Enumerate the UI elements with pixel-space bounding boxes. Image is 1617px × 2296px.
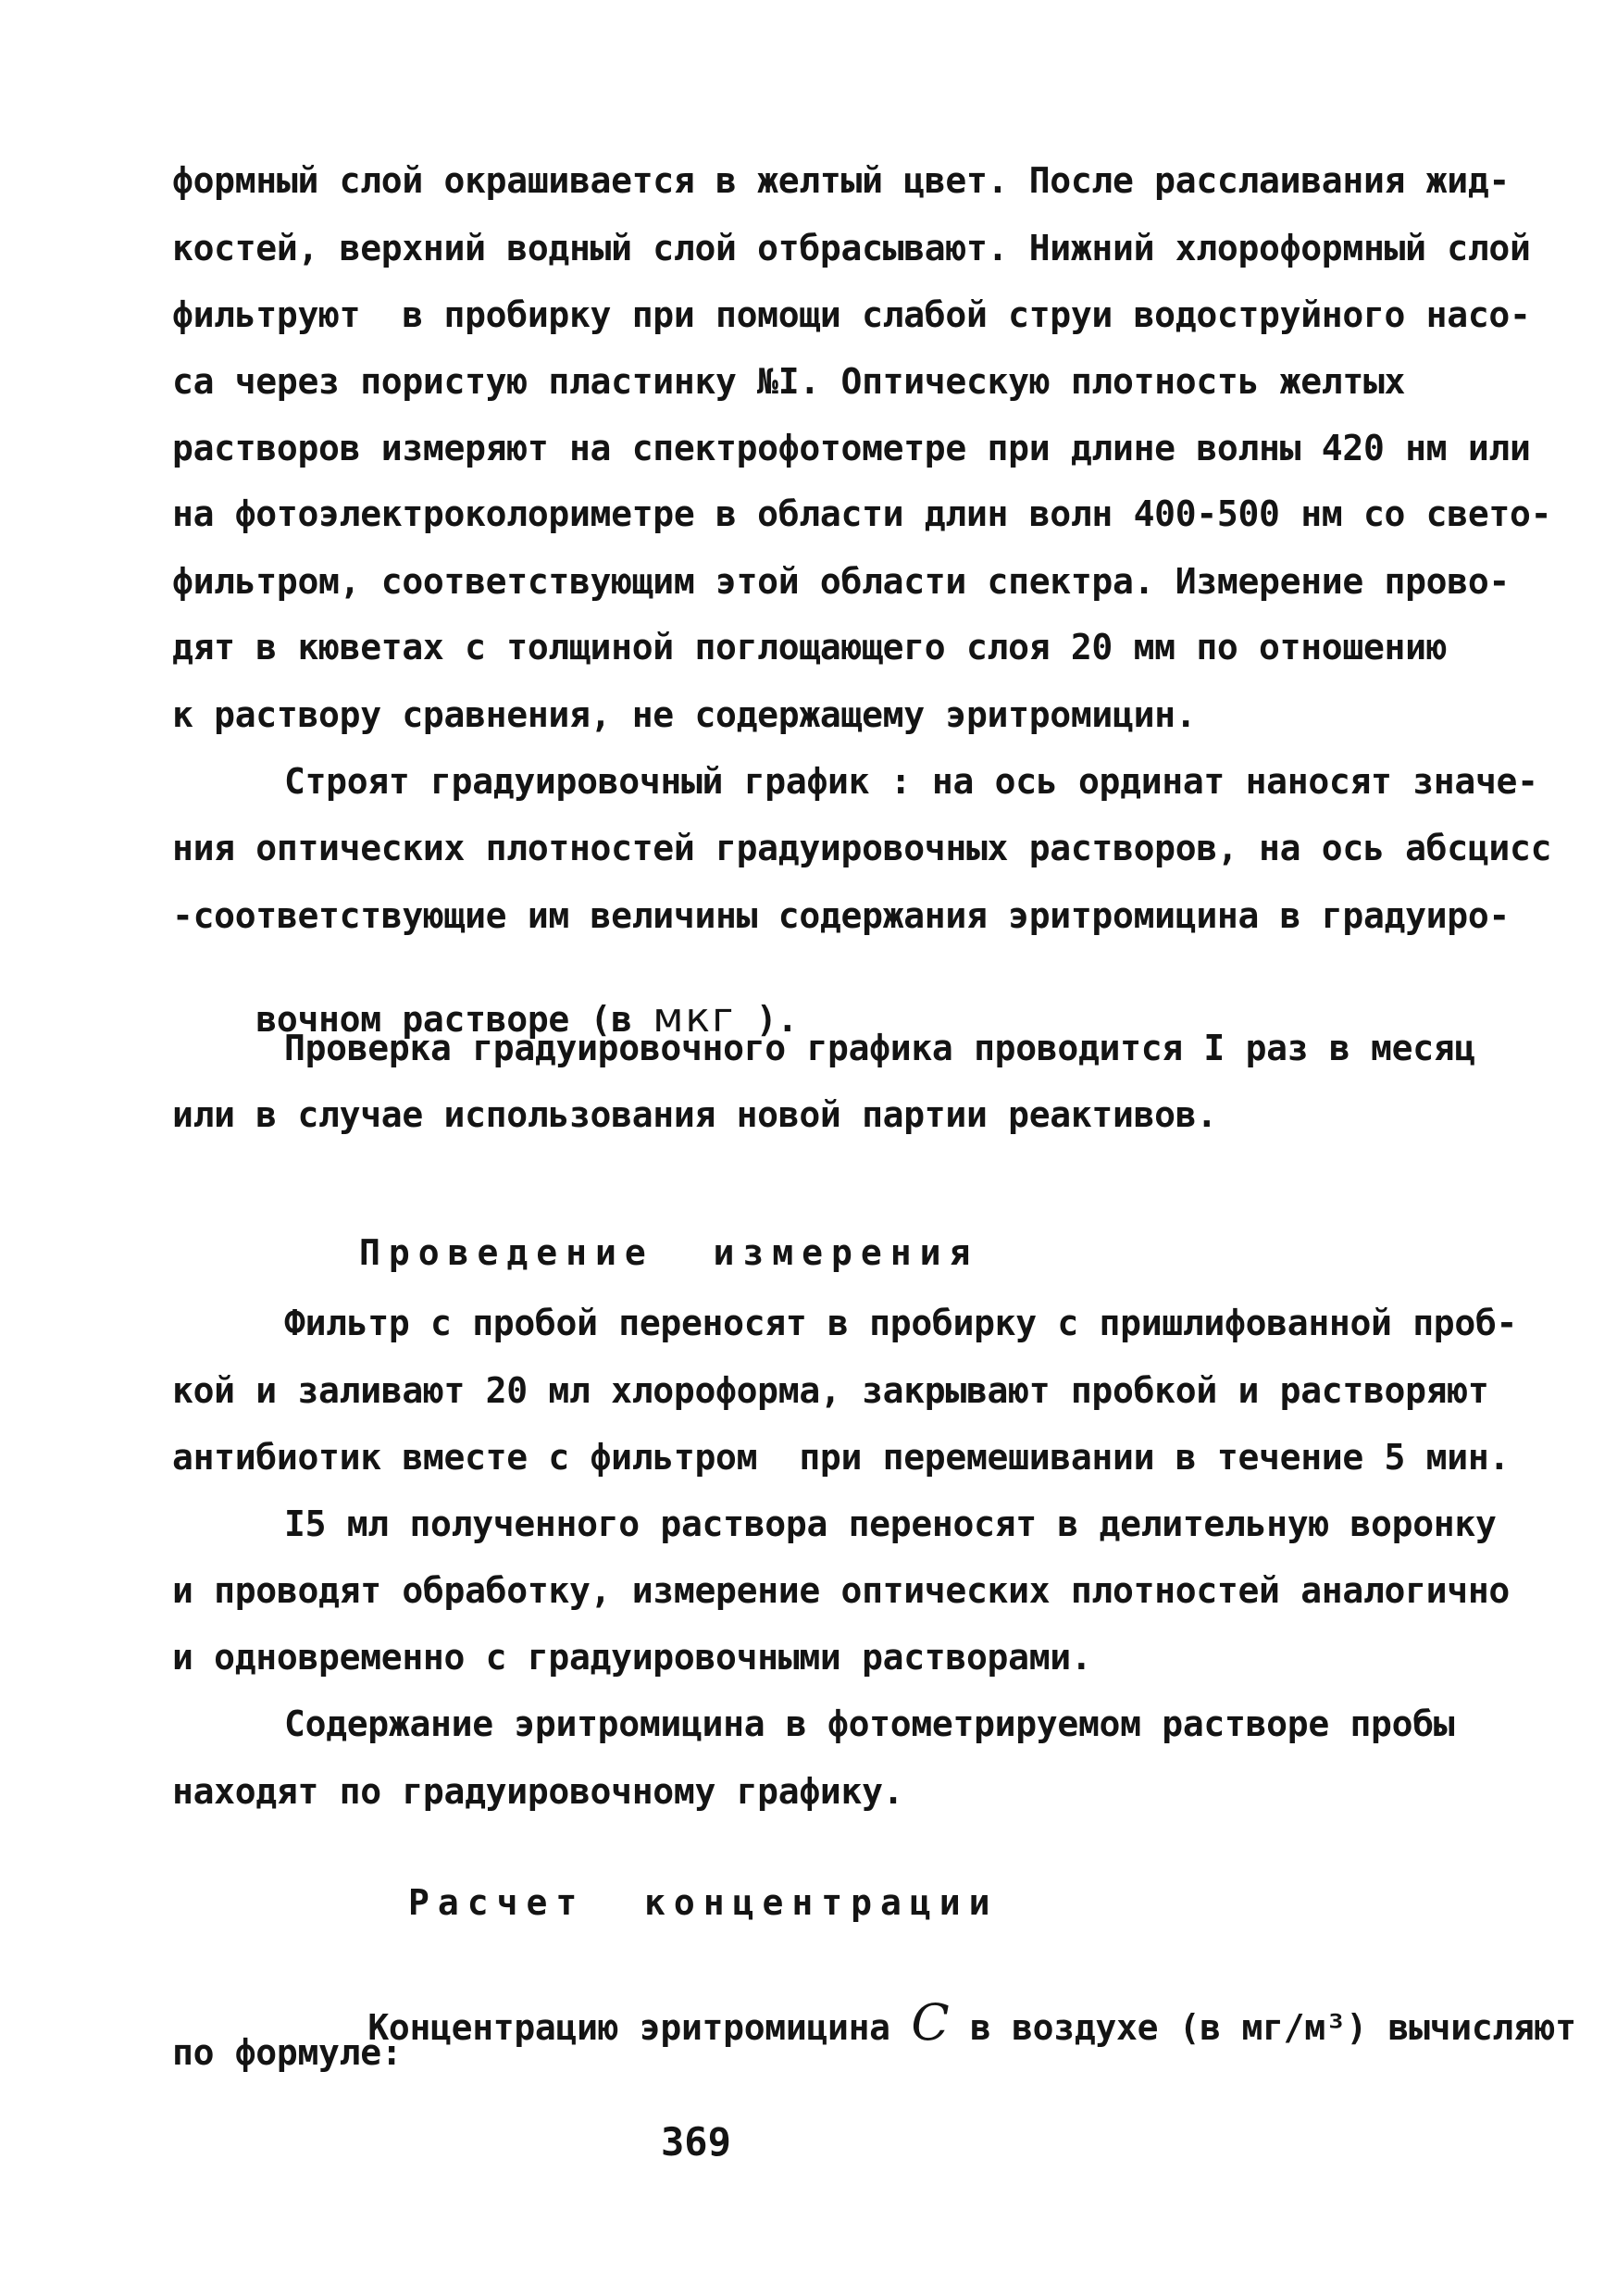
text-line: кой и заливают 20 мл хлороформа, закрывают пробкой и растворяют: [172, 1370, 1489, 1411]
page-number: 369: [661, 2119, 731, 2165]
text-line: Фильтр с пробой переносят в пробирку с пришлифованной проб-: [284, 1303, 1518, 1343]
formula-line-before: Концентрацию эритромицина: [367, 2007, 912, 2048]
text-line: I5 мл полученного раствора переносят в делительную воронку: [284, 1504, 1497, 1544]
text-line: костей, верхний водный слой отбрасывают. Нижний хлороформный слой: [172, 228, 1531, 268]
text-line: Проверка градуировочного графика проводится I раз в месяц: [284, 1028, 1475, 1068]
text-line: антибиотик вместе с фильтром при перемешивании в течение 5 мин.: [172, 1437, 1510, 1478]
text-line: Строят градуировочный график : на ось ординат наносят значе-: [284, 761, 1538, 802]
text-line: фильтруют в пробирку при помощи слабой струи водоструйного насо-: [172, 294, 1531, 335]
text-line: Содержание эритромицина в фотометрируемом растворе пробы: [284, 1703, 1455, 1744]
text-line: ния оптических плотностей градуировочных растворов, на ось абсцисс: [172, 828, 1552, 868]
text-line: или в случае использования новой партии реактивов.: [172, 1094, 1217, 1135]
unit-handwritten: мкг: [653, 994, 736, 1042]
section-heading-measurement: Проведение измерения: [359, 1232, 979, 1273]
text-line: по формуле:: [172, 2032, 403, 2073]
text-line: -соответствующие им величины содержания эритромицина в градуиро-: [172, 895, 1510, 936]
text-line: к раствору сравнения, не содержащему эритромицин.: [172, 694, 1197, 735]
text-line: находят по градуировочному графику.: [172, 1771, 904, 1812]
unit-line-after: ).: [735, 999, 798, 1040]
text-line: дят в кюветах с толщиной поглощающего слоя 20 мм по отношению: [172, 627, 1448, 668]
text-line: са через пористую пластинку №I. Оптическую плотность желтых: [172, 361, 1406, 402]
text-line: фильтром, соответствующим этой области спектра. Измерение прово-: [172, 561, 1510, 602]
text-line: и одновременно с градуировочными растворами.: [172, 1637, 1092, 1678]
concentration-symbol: C: [911, 1993, 950, 2052]
text-line: и проводят обработку, измерение оптических плотностей аналогично: [172, 1570, 1510, 1611]
text-line: растворов измеряют на спектрофотометре при длине волны 420 нм или: [172, 428, 1531, 468]
formula-intro-line: [284, 1963, 1576, 2083]
text-line: на фотоэлектроколориметре в области длин волн 400-500 нм со свето-: [172, 493, 1552, 534]
unit-line-before: вочном растворе (в: [255, 999, 653, 1040]
formula-line-after: в воздухе (в мг/м³) вычисляют: [949, 2007, 1576, 2048]
text-line: формный слой окрашивается в желтый цвет. После расслаивания жид-: [172, 160, 1510, 201]
section-heading-calculation: Расчет концентрации: [408, 1882, 999, 1923]
